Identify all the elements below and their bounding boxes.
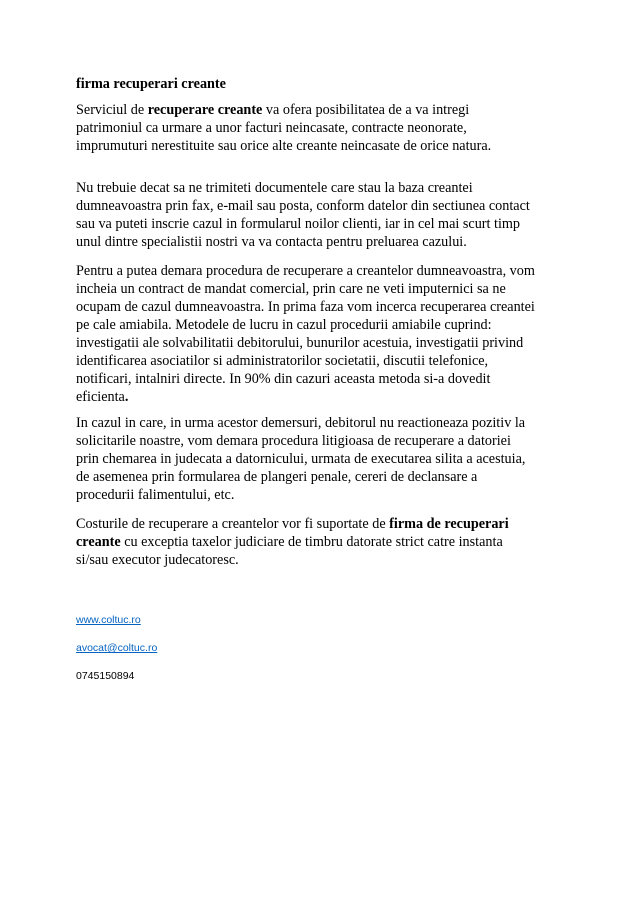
contact-email xyxy=(76,641,157,655)
email-link[interactable]: avocat@coltuc.ro xyxy=(76,642,158,654)
emphasis-recuperare-creante: recuperare creante xyxy=(147,102,263,118)
paragraph-litigation-procedure: In cazul in care, in urma acestor demersuri, debitorul nu reactioneaza pozitiv la solicitarile noastre, vom demara procedura litigioasa de recuperare a datoriei prin chemarea in judecata a datornicului, urmata de executarea silita a acestuia, de asemenea prin formularea de plangeri penale, cereri de declansare a procedurii falimentului, etc. xyxy=(76,415,526,503)
document-title: firma recuperari creante xyxy=(76,76,226,92)
paragraph-service-intro: Serviciul de recuperare creante va ofera posibilitatea de a va intregi patrimoniul ca urmare a unor facturi neincasate, contracte neonorate, imprumuturi nerestituite sau orice alte creante neincasate de orice natura. xyxy=(76,102,492,154)
paragraph-costs: Costurile de recuperare a creantelor vor fi suportate de firma de recuperari creante cu exceptia taxelor judiciare de timbru datorate strict catre instanta si/sau executor judecatoresc. xyxy=(76,516,509,568)
paragraph-send-documents: Nu trebuie decat sa ne trimiteti documentele care stau la baza creantei dumneavoastra prin fax, e-mail sau posta, conform datelor din sectiunea contact sau va puteti inscrie cazul in formularul noilor clienti, iar in cel mai scurt timp unul dintre specialistii nostri va va contacta pentru preluarea cazului. xyxy=(76,180,530,250)
contact-phone: 0745150894 xyxy=(76,670,135,682)
emphasis-creante: creante xyxy=(76,534,121,550)
website-link[interactable]: www.coltuc.ro xyxy=(76,614,141,626)
emphasis-firma-de-recuperari: firma de recuperari xyxy=(389,516,509,532)
contact-website xyxy=(76,613,141,627)
paragraph-amicable-procedure: Pentru a putea demara procedura de recuperare a creantelor dumneavoastra, vom incheia un contract de mandat comercial, prin care ne veti imputernici sa ne ocupam de cazul dumneavoastra. In prima faza vom incerca recuperarea creantei pe cale amiabila. Metodele de lucru in cazul procedurii amiabile cuprind: investigatii ale solvabilitatii debitorului, bunurilor acestuia, investigatii privind identificarea asociatilor si administratorilor societatii, discutii telefonice, notificari, intalniri directe. In 90% din cazuri aceasta metoda si-a dovedit eficienta. xyxy=(76,263,535,405)
